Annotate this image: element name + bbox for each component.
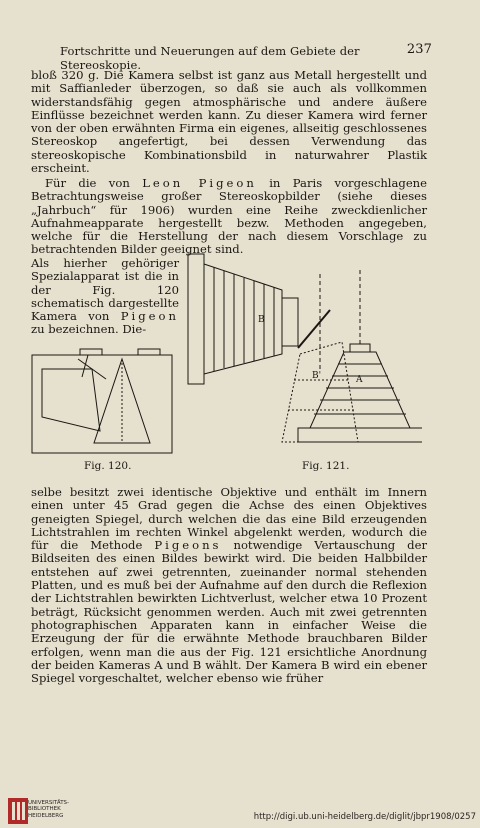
figure-121-caption: Fig. 121.: [302, 460, 350, 472]
wrapped-text-lead: Als hierher gehöriger Spezialapparat ist die in der Fig. 120 schematisch dargestellte Kamera von: [31, 256, 179, 324]
figure-120-camera-diagram: [30, 347, 176, 457]
header-title: Fortschritte und Neuerungen auf dem Gebiete der Stereoskopie.: [60, 44, 360, 72]
wrapped-text-block: [31, 244, 179, 337]
paragraph-3-rest: notwendige Vertauschung der Bildseiten des einen Bildes bewirkt wird. Die beiden Halbbilder entstehen auf zwei getrennten, zueinander normal stehenden Platten, und es muß bei der Aufnahme auf den durch die Reflexion der Lichtstrahlen bewirkten Lichtverlust, welcher etwa 10 Prozent beträgt, Rücksicht genommen werden. Auch mit zwei getrennten photographischen Apparaten kann in einfacher Weise die Erzeugung der für die erwähnte Methode brauchbaren Bilder erfolgen, wenn man die aus der Fig. 121 ersichtliche Anordnung der beiden Kameras A und B wählt. Der Kamera B wird ein ebener Spiegel vorgeschaltet, welcher ebenso wie früher: [31, 538, 428, 686]
paragraph-3-lead: selbe besitzt zwei identische Objektive und enthält im Innern einen unter 45 Grad gegen die Achse des einen Objektives geneigten Spiegel, durch welchen die das eine Bild erzeugenden Lichtstrahlen im rechten Winkel abgelenkt werden, wodurch die für die Methode: [31, 485, 427, 553]
wrapped-text-rest: zu bezeichnen. Die-: [31, 322, 147, 337]
label-a: A: [356, 375, 363, 385]
lens-left: [80, 349, 102, 355]
label-b-prime: B': [312, 371, 322, 381]
label-b: B: [258, 315, 265, 325]
left-plate-projection: [42, 369, 100, 431]
camera-body-outline: [32, 355, 172, 453]
paragraph-3: [31, 486, 427, 685]
lens-right: [138, 349, 160, 355]
plane-mirror: [298, 310, 330, 348]
library-name: UNIVERSITÄTS- BIBLIOTHEK HEIDELBERG: [28, 800, 70, 819]
name-pigeon: Pigeon: [120, 309, 179, 324]
page-number: 237: [406, 42, 432, 57]
figure-120-caption: Fig. 120.: [84, 460, 132, 472]
camera-a-bellows: [298, 344, 422, 442]
name-leon-pigeon: Leon Pigeon: [142, 176, 257, 190]
camera-b-bellows: [188, 254, 298, 384]
paragraph-2-rest: in Paris vorgeschlagene Betrachtungsweise großer Stereoskopbilder (siehe dieses „Jahrbuch“ für 1906) wurden eine Reihe zweckdienlicher Aufnahmeapparate hergestellt bezw. Methoden angegeben, welche für die Herstellung der nach diesem Vorschlage zu betrachtenden Bilder geeignet sind.: [31, 176, 428, 257]
paragraph-2-lead: Für die von: [45, 176, 130, 190]
camera-b-prime-dotted: [282, 342, 358, 442]
paragraph-1-text: bloß 320 g. Die Kamera selbst ist ganz aus Metall hergestellt und mit Saffianleder überzogen, so daß sie auch als vollkommen widerstandsfähig gegen atmosphärische und andere äußere Einflüsse bezeichnet werden kann. Zu dieser Kamera wird ferner von der oben erwähnten Firma ein eigenes, allseitig geschlossenes Stereoskop angefertigt, bei dessen Verwendung das stereoskopische Kombinationsbild in naturwahrer Plastik erscheint.: [31, 68, 427, 176]
source-url-link[interactable]: http://digi.ub.uni-heidelberg.de/diglit/jbpr1908/0257: [253, 812, 476, 822]
name-pigeons: Pigeons: [154, 538, 222, 553]
paragraph-1: [31, 69, 427, 175]
figure-121-two-camera-diagram: [182, 250, 422, 460]
